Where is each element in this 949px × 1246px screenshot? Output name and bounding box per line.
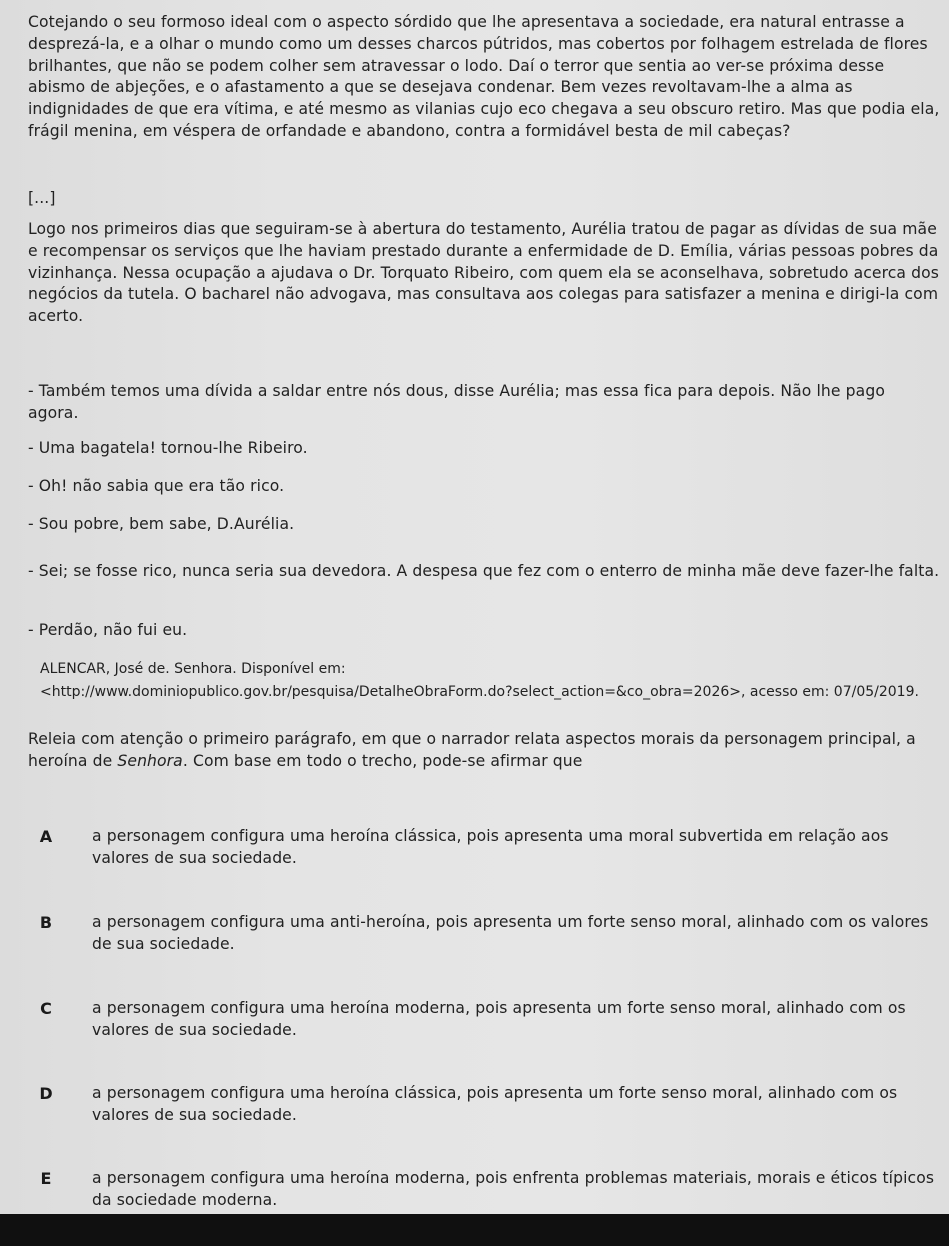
dialogue-line: - Também temos uma dívida a saldar entre nós dous, disse Aurélia; mas essa fica para depois. Não lhe pago agora. xyxy=(28,382,885,422)
dialogue-line: - Oh! não sabia que era tão rico. xyxy=(28,477,285,495)
question-text-after: . Com base em todo o trecho, pode-se afirmar que xyxy=(182,751,583,770)
source-citation-author: ALENCAR, José de. Senhora. Disponível em: xyxy=(40,661,346,677)
question-prompt xyxy=(28,729,940,773)
option-letter: D xyxy=(39,1084,53,1103)
dialogue-line: - Sei; se fosse rico, nunca seria sua devedora. A despesa que fez com o enterro de minha mãe deve fazer-lhe falta. xyxy=(28,562,940,580)
option-letter: E xyxy=(40,1169,52,1188)
question-text-before: Releia com atenção o primeiro parágrafo, em que o narrador relata aspectos morais da personagem principal, a heroína de xyxy=(28,730,916,770)
dialogue-line: - Uma bagatela! tornou-lhe Ribeiro. xyxy=(28,439,308,457)
paragraph-2: Logo nos primeiros dias que seguiram-se à abertura do testamento, Aurélia tratou de pagar as dívidas de sua mãe e recompensar os serviços que lhe haviam prestado durante a enfermidade de D. Emília, várias pessoas pobres da vizinhança. Nessa ocupação a ajudava o Dr. Torquato Ribeiro, com quem ela se aconselhava, sobretudo acerca dos negócios da tutela. O bacharel não advogava, mas consultava aos colegas para satisfazer a menina e dirigi-la com acerto. xyxy=(28,220,940,326)
dialogue-line: - Perdão, não fui eu. xyxy=(28,621,188,639)
option-letter: B xyxy=(39,913,53,932)
source-citation-url: <http://www.dominiopublico.gov.br/pesquisa/DetalheObraForm.do?select_action=&co_obra=2026>, acesso em: 07/05/2019. xyxy=(40,684,919,700)
option-letter: C xyxy=(40,999,52,1018)
work-title: Senhora xyxy=(117,751,183,770)
dialogue-line: - Sou pobre, bem sabe, D.Aurélia. xyxy=(28,515,295,533)
option-text: a personagem configura uma heroína moderna, pois apresenta um forte senso moral, alinhado com os valores de sua sociedade. xyxy=(92,999,906,1039)
option-text: a personagem configura uma heroína clássica, pois apresenta um forte senso moral, alinhado com os valores de sua sociedade. xyxy=(92,1084,898,1124)
ellipsis-marker: [...] xyxy=(28,189,56,207)
paragraph-1: Cotejando o seu formoso ideal com o aspecto sórdido que lhe apresentava a sociedade, era natural entrasse a desprezá-la, e a olhar o mundo como um desses charcos pútridos, mas cobertos por folhagem estrelada de flores brilhantes, que não se podem colher sem atravessar o lodo. Daí o terror que sentia ao ver-se próxima desse abismo de abjeções, e o afastamento a que se desejava condenar. Bem vezes revoltavam-lhe a alma as indignidades de que era vítima, e até mesmo as vilanias cujo eco chegava a seu obscuro retiro. Mas que podia ela, frágil menina, em véspera de orfandade e abandono, contra a formidável besta de mil cabeças? xyxy=(28,13,940,140)
option-letter: A xyxy=(39,827,53,846)
option-text: a personagem configura uma anti-heroína, pois apresenta um forte senso moral, alinhado com os valores de sua sociedade. xyxy=(92,913,929,953)
option-text: a personagem configura uma heroína clássica, pois apresenta uma moral subvertida em relação aos valores de sua sociedade. xyxy=(92,827,889,867)
option-text: a personagem configura uma heroína moderna, pois enfrenta problemas materiais, morais e éticos típicos da sociedade moderna. xyxy=(92,1169,935,1209)
